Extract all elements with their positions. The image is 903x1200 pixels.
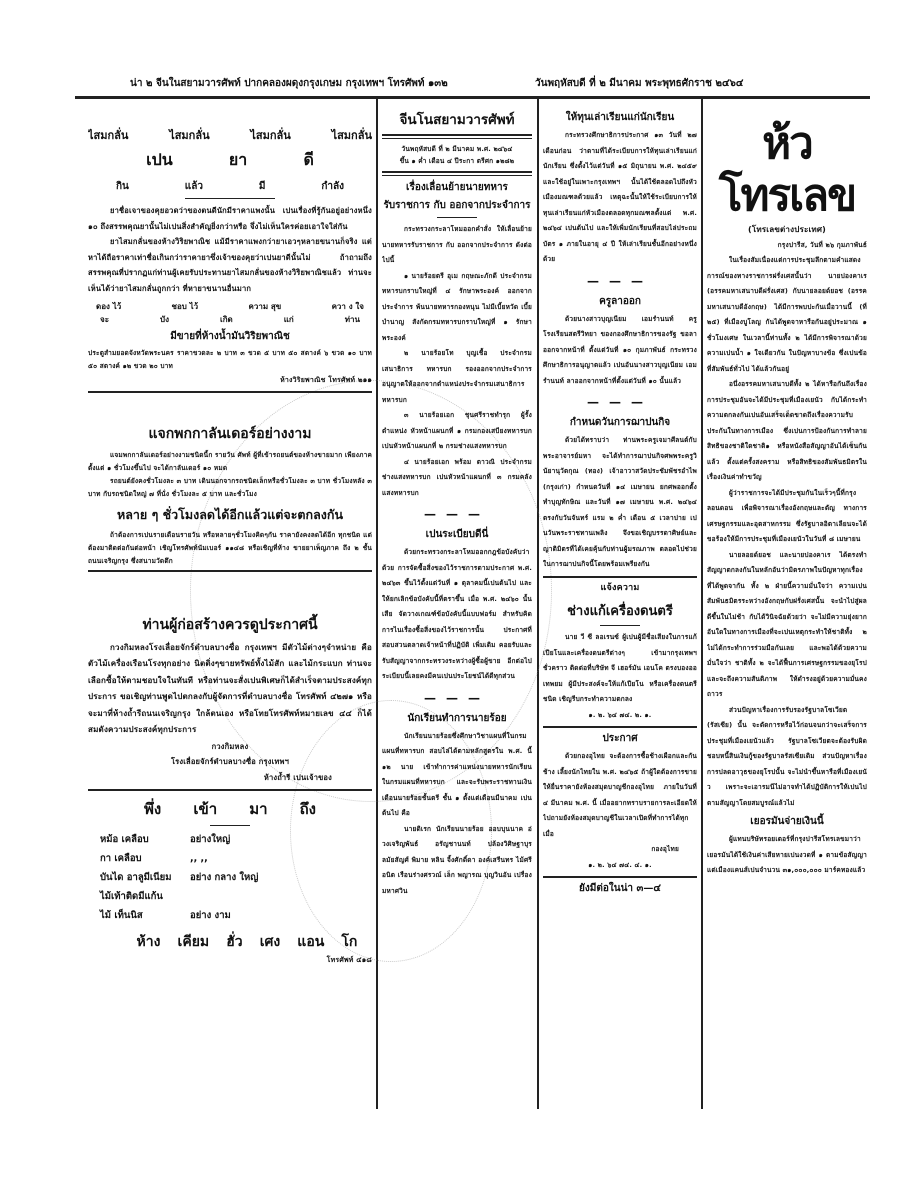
notice-title: ช่างแก้เครื่องดนตรี [567,604,673,619]
news-column-2 [543,104,697,1114]
telegram-paragraph: อนึ่งอรรคมหาเสนาบดีทั้ง ๒ ได้หารือกันถึงเรื่องการประชุมอันจะได้มีประชุมที่เมืองเยนัว กับได้กระทำความตกลงกันเปนอันเสร็จเด็ดขาดถึงเรื่องความรับประกันในทางการเมือง ซึ่งเปนการป้องกันการทำลายสิทธิของชาติใดชาติ๑ หรือหนังสือสัญญาอันได้เซ็นกันแล้ว ตั้งแต่ครั้งสงคราม หรือสิทธิของสัมพันธมิตรในเรื่องเงินค่าทำขวัญ [707,380,867,481]
column-divider [701,99,703,1109]
ads-column [88,104,372,1114]
headline-word: ยา [228,150,248,169]
item-size: อย่าง งาม [190,910,231,921]
builder-ad [88,614,372,786]
underline-rule [210,825,250,826]
subline-word: มี [258,181,266,192]
notice-kicker: แจ้งความ [600,582,640,593]
dateline-rule [382,171,532,176]
shop-name-word: เคียม [177,934,210,950]
telegram-dateline: กรุงปารีส, วันที่ ๒๖ กุมภาพันธ์ [777,240,867,249]
calendar-ad-title: แจกพกกาลันเดอร์อย่างงาม [148,425,312,442]
benefit-word: ท่าน [344,315,360,324]
builder-ad-sign-1: กวงกิมหลง [211,741,249,751]
tonic-word: ไสมกลั่น [250,129,291,142]
story-paragraph: นักเรียนนายร้อยซึ่งศึกษาวิชาแผนที่ในกรมแผนที่ทหารบก สอบไล่ได้ตามหลักสูตรใน พ.ศ. นี้ ๑๒ นาย เข้าทำการค่าแหน่งนายทหารนักเรียนในกรมแผนที่ทหารบก และจะรับพระราชทานเงินเดือนนายร้อยชั้นตรี ชั้น ๑ ตั้งแต่เดือนมีนาคม เปนต้นไป คือ [382,731,532,817]
section-rule [543,576,697,578]
item-name: ไม้ เท็นนิส [100,910,143,921]
item-size: อย่างใหญ่ [190,834,231,845]
tonic-repeat-row [88,126,372,144]
arrival-ad [88,797,372,969]
news-story-cremation [543,415,697,573]
calendar-ad-body-1: แจมพกกาลันเดอร์อย่างงามชนิดนี้ก รายวัน ศัพท์ ผู้ที่เข้ารถยนต์ของห้างขายมาก เพียงภาค ตั้งแต่ ๑ ชั่วโมงขึ้นไป จะได้กาลันเดอร์ ๑๐ หมด [88,450,372,472]
notice-announcement [543,731,697,873]
arrival-title-word: ถึง [299,800,316,818]
telegram-paragraph: นายลอยด์ยอช และนายปองคาเร ได้ตรงทำสัญญาตกลงกันในหลักอันว่ามิตรภาพในปัญหาทุกเรื่องที่ได้พูดจากัน ทั้ง ๒ ฝ่ายนี้ความมั่นใจว่า ความเปนสัมพันธมิตรระหว่างอังกฤษกับฝรั่งเศสนั้น จะนำไปสู่ผลดีขึ้นในไม่ช้า กับได้วินิจฉัยด้วยว่า จะไม่มีความยุ่งยากอันใดในทางการเมืองที่จะเปนเหตุกระทำให้ชาติทั้ง ๒ ไม่ได้กระทำการร่วมมือกันเลย และพอได้ด้วยความมั่นใจว่า ชาติทั้ง ๒ จะได้ฟื้นการเศรษฐกรรมของยุโรป และจะถึงความสันติภาพ ให้ดำรงอยู่ด้วยความมั่นคงถาวร [707,550,867,698]
dateline-2: ขึ้น ๑ ค่ำ เดือน ๔ ปีระกา ตรีศก ๑๒๘๒ [399,157,515,165]
tonic-word: ไสมกลั่น [169,129,210,142]
benefit-word: ความ สุข [248,302,282,311]
item-name: ไม้เท้าติดมีแก้น [100,891,163,902]
story-title: กำหนดวันการฌาปนกิจ [569,417,671,428]
notice-body: นาย วี ซี ลอเรนซ์ ผู้เปนผู้มีชื่อเสียงในการแก้เปียโนและเครื่องดนตรีต่างๆ เข้ามากรุงเทพฯชั่วคราว ติดต่อที่บริษัท จี เฮอร์มัน เอนโค ตรงบองออเทพยม ผู้มีประสงค์จะให้แก้เปียโน หรือเครื่องดนตรีชนิด เชิญรีบกระทำความตกลง [543,633,697,703]
news-story-teacher [543,294,697,390]
underline-rule [185,198,275,199]
builder-ad-body: กวงกิมหลงโรงเลื่อยจักร์ตำบลบางซื่อ กรุงเทพฯ มีตัวไม้ต่างๆจำหน่าย คือตัวไม้เครื่องเรือนโรงทุกอย่าง นิตติ่งๆขายทรัพย์ทั้งไม้สัก และไม้กระแบก ท่านจะเลือกซื้อให้ตามชอบใจในทันที หรือท่านจะสั่งเปนพิเศษก็ได้สำเร็จตามประสงค์ทุกประการ ขอเชิญท่านพูดไปตกลงกับผู้จัดการที่ตำบลบางซื่อ โทรศัพท์ ๔๒๗๑ หรือจะมาที่ห้างถ้ำรีถนนเจริญกรุง ใกล้ตนเอง หรือโทยโทรศัพท์หมายเลข ๔๔ ก็ได้สมดังความประสงค์ทุกประการ [88,642,372,734]
tonic-price: ประตูสำมยอดจังหวัดพระนคร ราคาขวดละ ๒ บาท ๓ ขวด ๕ บาท ๕๐ สตางค์ ๖ ขวด ๑๐ บาท ๕๐ สตางค์ ๑๒ ขวด ๒๐ บาท [88,349,372,370]
arrival-title [128,797,332,821]
notice-date: ๑. ๒. ๖๔ ๗๔. ๔. ๑. [588,860,652,869]
story-separator: ——— [587,395,653,409]
arrival-title-word: เข้า [193,800,218,818]
story-title-line-1: เรื่องเลื่อนย้ายนายทหาร [406,182,508,193]
clock-ad-body: ถ้าต้องการเปนรายเดือนรายวัน หรือหลายๆชั่วโมงคิดๆกัน ราคายังคงลดได้อีก ทุกชนิด แต่ต้องมาติดต่อกันต่อหน้า เชิญโทรศัพท์นัมเบอร์ ๑๑๔๘ หรือเชิญที่ห้าง ขายยาเพ็ญภาค ถึง ๒ ชั้น ถนนเจริญกรุง ซึ่งสนามวัดตึก [88,530,372,565]
shop-name-word: โก [341,934,358,950]
section-rule [543,726,697,728]
item-name: กา เคลือบ [100,853,142,864]
continued-notice: ยังมีต่อในน่า ๓—๔ [579,883,661,894]
section-rule [88,570,372,572]
shop-name-word: ห้าง [136,934,161,950]
benefit-word: ดอง ไว้ [96,302,122,311]
story-title: ครูลาออก [599,295,641,307]
title-rule [382,134,532,139]
story-title: ให้ทุนเล่าเรียนแก่นักเรียน [565,112,675,123]
tonic-ad [88,104,372,389]
telegram-paragraph: ส่วนปัญหาเรื่องการรับรองรัฐบาลโซเวียต (รัสเซีย) นั้น จะตัดการหรือไว้ก่อนจนกว่าจะเสร็จการประชุมที่เมืองเยนัวแล้ว รัฐบาลโซเวียตจะต้องรับผิดชอบหนี้สินเงินกู้ของรัฐบาลรัสเซียเดิม ส่วนปัญหาเรื่องการปลดอาวุธของยุโรปนั้น จะไม่นำขึ้นหารือที่เมืองเยนัว เพราะจะเอารมนีไม่อาจทำได้ปฏิบัติการให้เปนไปตามสัญญาโดยสมบูรณ์แล้วไม่ [707,705,867,807]
clock-ad-title: หลาย ๆ ชั่วโมงลดได้อีกแล้วแต่จะตกลงกัน [117,506,343,522]
telegram-paragraph: ในเรื่องสัมเนื่องแต่การประชุมลึกตามคำแสดงการณ์ของทางราชการฝรั่งเศสนั้นว่า นายปองคาเร (อรรคมหาเสนาบดีฝรั่งเศส) กับนายลอยด์ยอช (อรรคมหาเสนาบดีอังกฤษ) ได้มีการพบปะกันเมื่อวานนี้ (ที่ ๒๕) ที่เมืองบูโลญ กันได้พูดจาหารือกันอยู่ประมาณ ๑ ชั่วโมงเศษ ในเวลานี้ท่านทั้ง ๒ ได้มีการพิจารณาด้วยความเปนน้ำ ๑ ใจเดียวกัน ในปัญหาบางข้อ ซึ่งเปนข้อที่สัมพันธ์ทั่วไป ได้แล้วกันอยู่ [707,256,867,373]
telegram-subtitle: (โทรเลขต่างประเทศ) [747,225,827,234]
list-item [100,906,372,925]
notice-title: ประกาศ [602,733,638,744]
section-rule [543,876,697,878]
tonic-body-2: ยาไสมกลั่นของห้างวิริยพาณิช แม้มีราคาแพงกว่ายาเอวๆหลายขนานก็จริง แต่หาได้ถือราคาเท่าชื่อเกินกว่าราคายาซึ่งเจ้าของคุยว่าเปนยาดีนั้นไม่ ถ้าถามถึงสรรพคุณที่ปรากฏแก่ท่านผู้เคยรับประทานยาไสมกลั่นของห้างวิริยพาณิชแล้ว ท่านจะเห็นได้ว่ายาไสมกลั่นถูกกว่า ที่หายาขนานอื่นมาก [88,237,372,293]
story-paragraph: ๒ นายร้อยโท บุญเชื้อ ประจำกรมเสนาธิการ ทหารบก รองออกจากประจำการ อนุญาตให้ออกจากตำแหน่งประจำกรมเสนาธิการ ทหารบก [382,349,532,404]
tonic-headline [118,148,342,173]
story-separator: ——— [587,273,653,288]
arrival-title-word: มา [249,800,268,818]
telegram-column [707,104,867,1114]
benefits-row-2 [100,313,360,326]
story-body: ด้วยได้ทราบว่า ท่านพระครูเจมาศีลนต์กับพระอาจารย์มหา จะได้ทำการฌาปนกิจศพพระครูวินัยานุวัตกุณ (ทอง) เจ้าอาวาสวัดประชัมพัชรอำไพ (กรุงเก่า) กำหนดวันที่ ๑๔ เมษายน ยกศพออกตั้งทำบุญทักษิณ และวันที่ ๑๗ เมษายน พ.ศ. ๒๔๖๔ ตรงกับวันจันทร์ แรม ๒ ค่ำ เดือน ๕ เวลาบ่าย เปนวันพระราชทานเพลิง จึงขอเชิญบรรดาศิษย์และญาติมิตรที่ได้เคยคุ้นกับท่านผู้มรณภาพ ตลอดไปช่วยในการฌาปนกิจนี้โดยพร้อมเพรียงกัน [543,436,697,568]
arrival-list [88,830,372,925]
shop-phone: โทรศัพท์ ๔๑๘ [326,956,372,964]
telegram-paragraph: ผู้ว่าราชการจะได้มีประชุมกันในเร็วๆนี้ที่กรุงลอนดอน เพื่อพิจารณาเรื่องอังกฤษและตัญ ทางการเศรษฐกรรมและอุตสาหกรรม ซึ่งรัฐบาลอิตาเลียนจะได้ขอร้องให้มีการประชุมที่เมืองเยนัวในวันที่ ๘ เมษายน [707,488,867,543]
story-paragraph: ๓ นายร้อยเอก ชุนศรีราชทำรุก ผู้รั้งตำแหน่ง หัวหน้าแผนกที่ ๑ กรมกองเสบียงทหารบก เปนหัวหน้าแผนกที่ ๒ กรมช่างแสงทหารบก [382,411,532,450]
benefit-word: บัง [159,315,169,324]
item-size: ,, ,, [190,853,208,864]
benefit-word: ชอบ ไว้ [171,302,199,311]
builder-ad-sign-2: โรงเลื่อยจักร์ตำบลบางซื่อ กรุงเทพฯ [170,757,290,766]
telegram-masthead: ห้วโทรเลข [718,118,856,221]
notice-sign: กองอุไทย [651,845,679,853]
builder-ad-sign-3: ห้างถ้ำรี เปนเจ้าของ [263,772,332,782]
list-item [100,830,372,849]
tonic-signature: ห้างวิริยพาณิช โทรศัพท์ ๒๑๑ [280,376,372,384]
story-title-line-2: รับราชการ กับ ออกจากประจำการ [383,200,531,211]
notice-body: ด้วยกองอุไทย จะต้องการซื้อช้างเผือกและกันช้าง เลี้ยงนักไทยใน พ.ศ. ๒๔๖๕ ถ้าผู้ใดต้องการขายให้ยื่นราคายังห้องสมุดบาญชีกองอุไทย ภายในวันที่ ๔ มีนาคม พ.ศ. นี้ เมื่ออยากทราบรายการละเอียดให้ไปถามยังห้องสมุดบาญชีในเวลาเปิดที่ทำการได้ทุกเมื่อ [543,752,697,838]
tonic-seller: มีขายที่ห้างน้ำมันวิริยพาณิช [170,331,290,342]
telegram-story-title: เยอรมันจ่ายเงินนี้ [750,816,824,827]
story-paragraph: นายดิเรก นักเรียนนายร้อย ออบบุนนาค อ่วงเจริญพันธ์ อรัญชานนท์ ปล้องวิศิษฐาบุร ลมัยสัญศ์ พิมาย หลิน จิ้งศักดิ์ดา องค์เสรีนทร ไม้ศรีอนิต เรือนร่างศรวณ์ เล็ก พญารณ บุญวินอัน เปรื่อง มหาศวิน [382,824,532,895]
builder-ad-title: ท่านผู้ก่อสร้างควรดูประกาศนี้ [142,616,318,633]
item-name: หม้อ เคลือบ [100,834,149,845]
clock-ad [88,505,372,568]
news-story-promotions [382,180,532,501]
running-head-right: วันพฤหัสบดี ที่ ๒ มีนาคม พระพุทธศักราช ๒๔๖๔ [535,78,744,89]
tonic-subline [116,179,344,194]
arrival-title-word: พึ่ง [144,800,162,818]
list-item [100,868,372,887]
tonic-body-1: ยาชื่อเจาของคุยอวดว่าของตนดีนักมีราคาแพงนั้น เปนเรื่องที่รู้กันอยู่อย่างหนึ่ง ๑๐ ถึงสรรพคุณยานั้นไม่เปนสิ่งสำคัญยิ่งกว่าหรือ จึ่งไม่เห็นใครค่อยเอาใจใส่กัน [88,206,372,231]
underline-rule [437,217,477,218]
paper-title: จีนโนสยามวารศัพท์ [399,112,515,128]
telegram-story-body: ผู้แทนบริษัทรอยเตอร์ที่กรุงปารีสโทรเลขมาว่า เยอรมันได้ใช้เงินค่าเสียหายเปนงวดที่ ๑ ตามข้อสัญญาแต่เมืองแคนส์เปนจำนวน ๓๑,๐๐๐,๐๐๐ มาร์คทองแล้ว [707,835,867,874]
shop-name-word: เศง [259,934,281,950]
tonic-word: ไสมกลั่น [88,129,129,142]
news-story-regulation [382,527,532,685]
subline-word: กิน [116,181,129,192]
running-head [130,76,780,92]
benefit-word: ควา ง ใจ [331,302,364,311]
story-title: นักเรียนทำการนายร้อย [407,712,507,724]
list-item [100,887,372,906]
story-body: ด้วยกระทรวงกระลาโหมออกกฎข้อบังคับว่าด้วย การจัดซื้อสิ่งของไว้ราชการตามประกาศ พ.ศ. ๒๔๖๓ ขึ้นไว้ตั้งแต่วันที่ ๑ ตุลาคมนี้เปนต้นไป และให้ยกเลิกข้อบังคับนี้ที่ตราขึ้น เมื่อ พ.ศ. ๒๔๖๐ นั้นเสีย จัดวางเกณฑ์ข้อบังคับนี้แบบฟอร์ม สำหรับคิดการไนเรื่องซื้อสิ่งของไว้ราชการนั้น ประกาศที่สอบสวนตลาดเจ้าหน้าที่ปฏิบัติ เพิ่มเติม คอยรับและรับสัญญาจากกระทรวงระหว่างผู้ซื้อผู้ขาย อีกต่อไป ระเบียบนี้เลยคงมีคนเปนประโยชน์ได้ดีทุกส่วน [382,548,532,680]
subline-word: กำลัง [321,181,344,192]
subline-word: แล้ว [184,181,203,192]
benefits-row-1 [96,300,364,313]
dateline-1: วันพฤหัสบดี ที่ ๒ มีนาคม พ.ศ. ๒๔๖๔ [401,145,513,153]
shop-name-word: แอน [297,934,325,950]
benefit-word: แก่ [283,315,294,324]
shop-name-word: ฮั่ว [226,934,243,950]
notice-instrument-repair [543,581,697,724]
list-item [100,849,372,868]
benefit-word: จะ [100,315,109,324]
story-paragraph: ๔ นายร้อยเอก พร้อม ตาวณิ ประจำกรมช่างแสงทหารบก เปนหัวหน้าแผนกที่ ๓ กรมคลังแสงทหารบก [382,457,532,497]
calendar-ad [88,423,372,501]
headline-word: ดี [303,150,314,169]
underline-rule [600,625,640,626]
news-column-1 [382,104,532,1114]
top-rule [75,96,870,99]
section-rule [88,391,372,393]
story-title: เปนระเบียบดีนี่ [425,529,489,540]
calendar-ad-body-2: รถยนต์ยังคงชั่วโมงละ ๓ บาท เดินนอกจากรถชนิดเล็กหรือชั่วโมงละ ๓ บาท ชั่วโมงหลัง ๓ บาท กับรถชนิดใหญ่ ๗ ที่นั่ง ชั่วโมงละ ๕ บาท และชั่วโมง [88,476,372,498]
item-size: อย่าง กลาง ใหญ่ [190,872,259,883]
story-body: ด้วยนางสาวบุญเนียม เอมรำนนท์ ครูโรงเรียนสตรีวิทยา ของกองศึกษาธิการของรัฐ ขอลาออกจากหน้าที่ ตั้งแต่วันที่ ๑๐ กุมภาพันธ์ กระทรวงศึกษาธิการอนุญาตแล้ว เปนอันนางสาวบุญเนียม เอมรำนนท์ ลาออกจากหน้าที่ตั้งแต่วันที่ ๑๐ นั้นแล้ว [543,314,697,385]
notice-date: ๑. ๒. ๖๔ ๗๔. ๒. ๑. [588,710,652,719]
news-story-cadets [382,711,532,900]
story-separator: ——— [424,507,490,521]
tonic-word: ไสมกลั่น [331,129,372,142]
headline-word: เปน [146,150,173,169]
story-paragraph: กระทรวงกระลาโหมออกคำสั่ง ให้เลื่อนย้ายนายทหารรับราชการ กับ ออกจากประจำการ ดังต่อไปนี้ [382,225,532,264]
running-head-left: น่า ๒ จีนในสยามวารศัพท์ ปากคลองผดุงกรุงเกษม กรุงเทพฯ โทรศัพท์ ๑๓๒ [130,78,448,89]
section-rule [88,789,372,791]
story-paragraph: ๑ นายร้อยตรี อุเม กฤษณะภักดี ประจำกรมทหารบกราบใหญ่ที่ ๔ รักษาพระองค์ ออกจากประจำการ พ้นนายทหารกองหนุน ไม่มีเบี้ยหวัด เบี้ยบำนาญ สังกัดกรมทหารบกราบใหญ่ที่ ๑ รักษาพระองค์ [382,271,532,342]
shop-name [128,931,366,953]
item-name: บันได อาลูมีเนียม [100,872,172,883]
story-body: กระทรวงศึกษาธิการประกาศ ๑๓ วันที่ ๒๗ เดือนก่อน ว่าตามที่ได้ระเบียบการให้ทุนเล่าเรียนแก่นักเรียน ซึ่งตั้งไว้แต่วันที่ ๑๕ มิถุนายน พ.ศ. ๒๔๕๙ และใช้อยู่ในเพาะกรุงเทพฯ นั้นได้ใช้ตลอดไปถึงหัวเมืองมณฑลด้วยแล้ว เหตุฉะนั้นให้ใช้ระเบียบการให้ทุนเล่าเรียนแก่หัวเมืองตลอดทุกมณฑลตั้งแต่ พ.ศ. ๒๔๖๔ เปนต้นไป และให้เพิ่มนักเรียนที่สอบไล่ประถมบัตร ๑ ภายในอายุ ๔ ปี ให้เล่าเรียนชั้นอีกอย่างหนึ่งด้วย [543,131,697,263]
story-separator: ——— [424,690,490,705]
news-story-scholarship [543,110,697,268]
benefit-word: เกิด [219,315,233,324]
